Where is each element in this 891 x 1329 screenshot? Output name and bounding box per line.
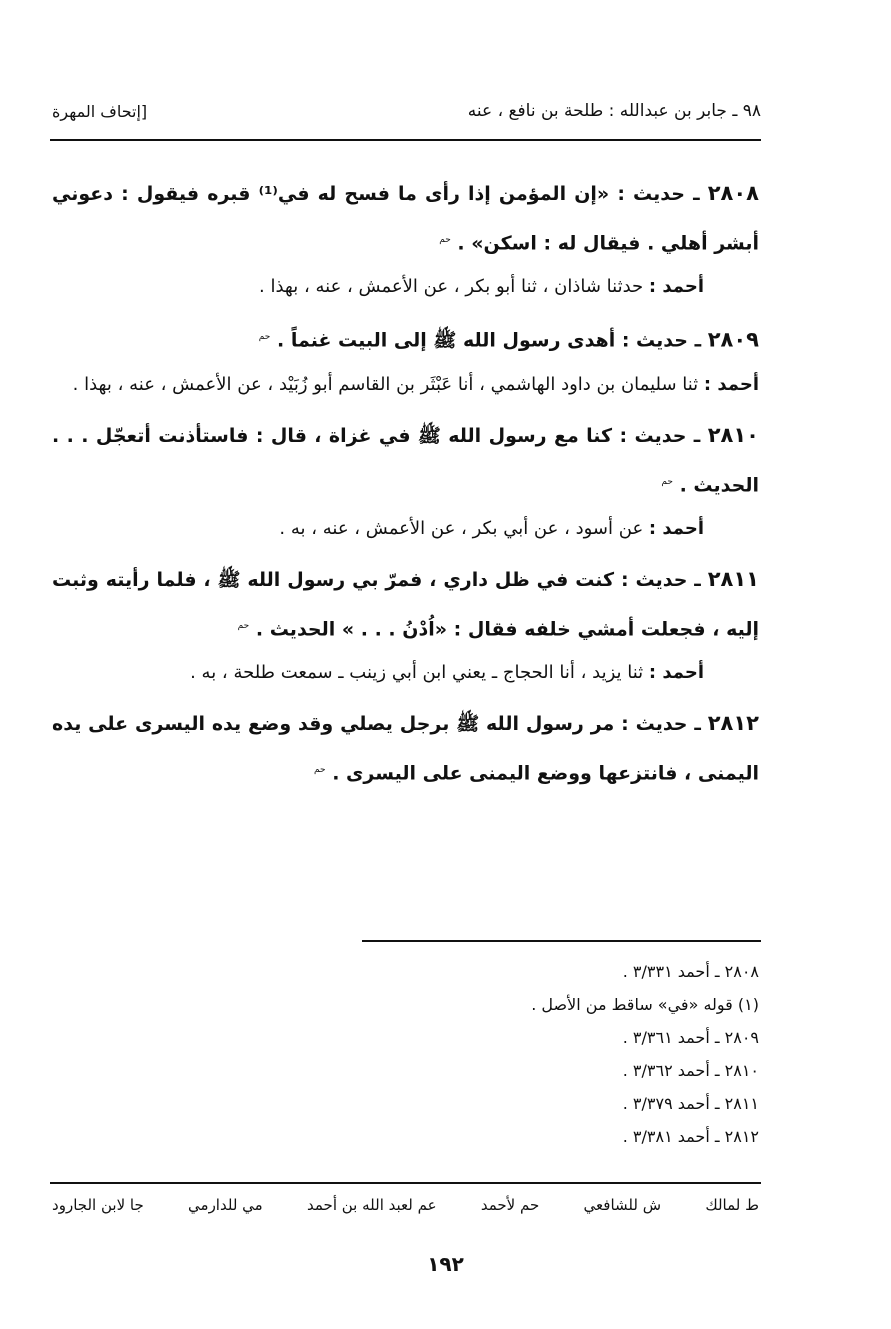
isnad-text: حدثنا شاذان ، ثنا أبو بكر ، عن الأعمش ، عنه ، بهذا . xyxy=(259,276,644,298)
abbreviation: جا لابن الجارود xyxy=(52,1196,144,1214)
footnote: ٢٨١١ ـ أحمد ٣/٣٧٩ . xyxy=(622,1094,759,1113)
abbreviation: حم لأحمد xyxy=(480,1196,540,1214)
source-symbol: حم xyxy=(661,476,673,487)
hadith-entry xyxy=(52,700,759,796)
abbreviations-rule xyxy=(50,1182,761,1184)
page-header xyxy=(52,95,761,127)
isnad-chain xyxy=(52,364,759,406)
hadith-number: ٢٨١٢ xyxy=(707,711,759,736)
source-name: أحمد : xyxy=(703,373,759,395)
hadith-number: ٢٨٠٩ xyxy=(707,327,759,352)
footnote: ٢٨١٢ ـ أحمد ٣/٣٨١ . xyxy=(622,1127,759,1146)
header-rule xyxy=(50,139,761,141)
source-symbol: حم xyxy=(237,620,250,631)
abbreviation: ط لمالك xyxy=(705,1196,759,1214)
abbreviation: ش للشافعي xyxy=(583,1196,662,1214)
footnote: (١) قوله «في» ساقط من الأصل . xyxy=(531,995,759,1014)
footnotes xyxy=(359,955,759,1153)
hadith-entry xyxy=(52,556,759,694)
source-symbol: حم xyxy=(314,765,326,776)
page-number: ١٩٢ xyxy=(427,1252,464,1276)
source-name: أحمد : xyxy=(648,276,704,298)
isnad-text: عن أسود ، عن أبي بكر ، عن الأعمش ، عنه ، به . xyxy=(279,517,644,539)
hadith-text: ـ حديث : مر رسول الله ﷺ برجل يصلي وقد وضع يده اليسرى على يده اليمنى ، فانتزعها ووضع اليمنى على اليسرى . xyxy=(52,713,759,785)
isnad-text: ثنا سليمان بن داود الهاشمي ، أنا عَبْثَر بن القاسم أبو زُبَيْد ، عن الأعمش ، عنه ، بهذا . xyxy=(72,373,699,395)
source-name: أحمد : xyxy=(648,517,704,539)
source-symbol: حم xyxy=(439,235,451,245)
hadith-entry xyxy=(52,170,759,308)
hadith-body xyxy=(52,170,759,803)
abbreviation: مي للدارمي xyxy=(188,1196,263,1214)
footnote: ٢٨٠٨ ـ أحمد ٣/٣٣١ . xyxy=(622,962,759,981)
book-title: [إتحاف المهرة xyxy=(52,101,148,121)
footnote: ٢٨١٠ ـ أحمد ٣/٣٦٢ . xyxy=(622,1061,759,1080)
hadith-number: ٢٨١٠ xyxy=(707,422,759,447)
isnad-chain xyxy=(52,652,759,694)
source-symbol: حم xyxy=(258,332,271,343)
footnote-rule xyxy=(362,940,761,942)
hadith-entry xyxy=(52,412,759,550)
hadith-number: ٢٨٠٨ xyxy=(707,181,759,205)
hadith-number: ٢٨١١ xyxy=(707,566,759,591)
running-title: ٩٨ ـ جابر بن عبدالله : طلحة بن نافع ، عنه xyxy=(467,101,761,121)
isnad-chain xyxy=(52,266,759,308)
hadith-text: ـ حديث : أهدى رسول الله ﷺ إلى البيت غنماً . xyxy=(276,329,702,352)
hadith-text: ـ حديث : «إن المؤمن إذا رأى ما فسح له في⁽¹⁾ قبره فيقول : دعوني أبشر أهلي . فيقال له : اسكن» . xyxy=(52,183,759,255)
footnote: ٢٨٠٩ ـ أحمد ٣/٣٦١ . xyxy=(622,1028,759,1047)
abbreviation: عم لعبد الله بن أحمد xyxy=(307,1196,437,1214)
hadith-entry xyxy=(52,314,759,405)
hadith-text: ـ حديث : كنت في ظل داري ، فمرّ بي رسول الله ﷺ ، فلما رأيته وثبت إليه ، فجعلت أمشي خلفه فقال : «اُدْنُ . . . » الحديث . xyxy=(52,568,759,641)
isnad-text: ثنا يزيد ، أنا الحجاج ـ يعني ابن أبي زينب ـ سمعت طلحة ، به . xyxy=(190,662,644,684)
hadith-text: ـ حديث : كنا مع رسول الله ﷺ في غزاة ، قال : فاستأذنت أتعجّل . . . الحديث . xyxy=(52,424,759,496)
abbreviations-key xyxy=(52,1196,759,1214)
isnad-chain xyxy=(52,508,759,550)
source-name: أحمد : xyxy=(648,662,704,684)
